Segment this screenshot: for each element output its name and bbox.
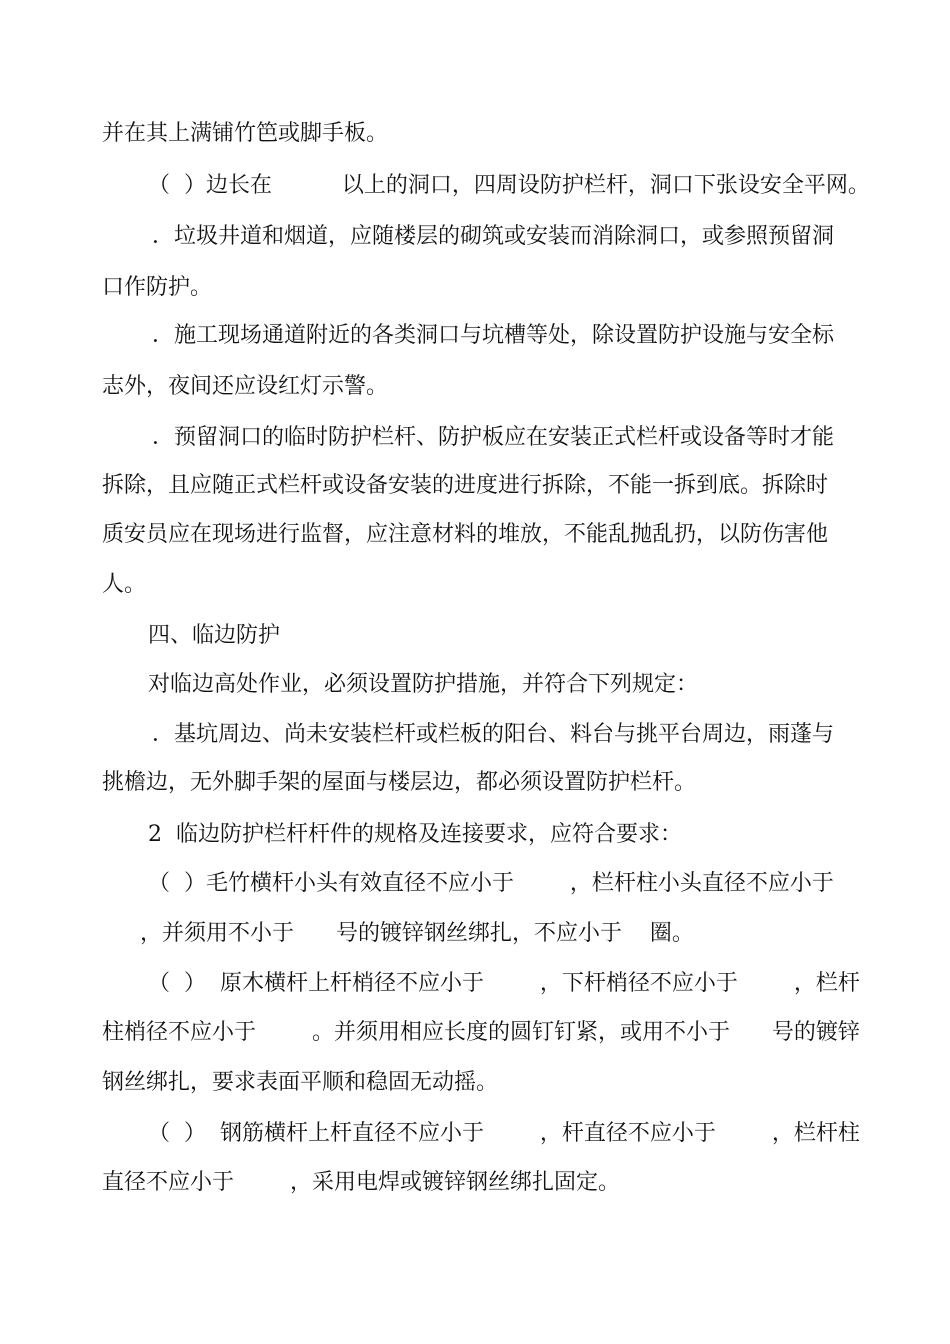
- text-line-19: 柱梢径不应小于 。并须用相应长度的圆钉钉紧，或用不小于 号的镀锌: [102, 1020, 860, 1045]
- text-line-1: 并在其上满铺竹笆或脚手板。: [102, 121, 389, 146]
- text-line-14: 挑檐边，无外脚手架的屋面与楼层边，都必须设置防护栏杆。: [102, 770, 697, 795]
- text-line-6: 志外，夜间还应设红灯示警。: [102, 374, 389, 399]
- text-line-4: 口作防护。: [102, 275, 213, 300]
- section-heading: 四、临边防护: [148, 623, 281, 648]
- text-line-5: ．施工现场通道附近的各类洞口与坑槽等处，除设置防护设施与安全标: [152, 323, 835, 348]
- text-line-15: 2 临边防护栏杆杆件的规格及连接要求，应符合要求：: [148, 822, 682, 847]
- text-line-20: 钢丝绑扎，要求表面平顺和稳固无动摇。: [102, 1070, 499, 1095]
- text-line-3: ．垃圾井道和烟道，应随楼层的砌筑或安装而消除洞口，或参照预留洞: [152, 224, 835, 249]
- text-line-7: ．预留洞口的临时防护栏杆、防护板应在安装正式栏杆或设备等时才能: [152, 425, 835, 450]
- text-line-8: 拆除，且应随正式栏杆或设备安装的进度进行拆除，不能一拆到底。拆除时: [102, 473, 829, 498]
- text-line-16: （ ）毛竹横杆小头有效直径不应小于 ，栏杆柱小头直径不应小于: [148, 871, 834, 896]
- text-line-13: ．基坑周边、尚未安装栏杆或栏板的阳台、料台与挑平台周边，雨蓬与: [152, 722, 835, 747]
- text-line-9: 质安员应在现场进行监督，应注意材料的堆放，不能乱抛乱扔，以防伤害他: [102, 522, 829, 547]
- text-line-2: （ ）边长在 以上的洞口，四周设防护栏杆，洞口下张设安全平网。: [148, 173, 870, 198]
- text-line-18: （ ） 原木横杆上杆梢径不应小于 ，下杆梢径不应小于 ，栏杆: [148, 971, 860, 996]
- text-line-22: 直径不应小于 ，采用电焊或镀锌钢丝绑扎固定。: [102, 1170, 620, 1195]
- text-line-12: 对临边高处作业，必须设置防护措施，并符合下列规定：: [148, 672, 699, 697]
- text-line-10: 人。: [102, 572, 147, 597]
- text-line-17: ，并须用不小于 号的镀锌钢丝绑扎，不应小于 圈。: [140, 921, 694, 946]
- text-line-21: （ ） 钢筋横杆上杆直径不应小于 ，杆直径不应小于 ，栏杆柱: [148, 1121, 860, 1146]
